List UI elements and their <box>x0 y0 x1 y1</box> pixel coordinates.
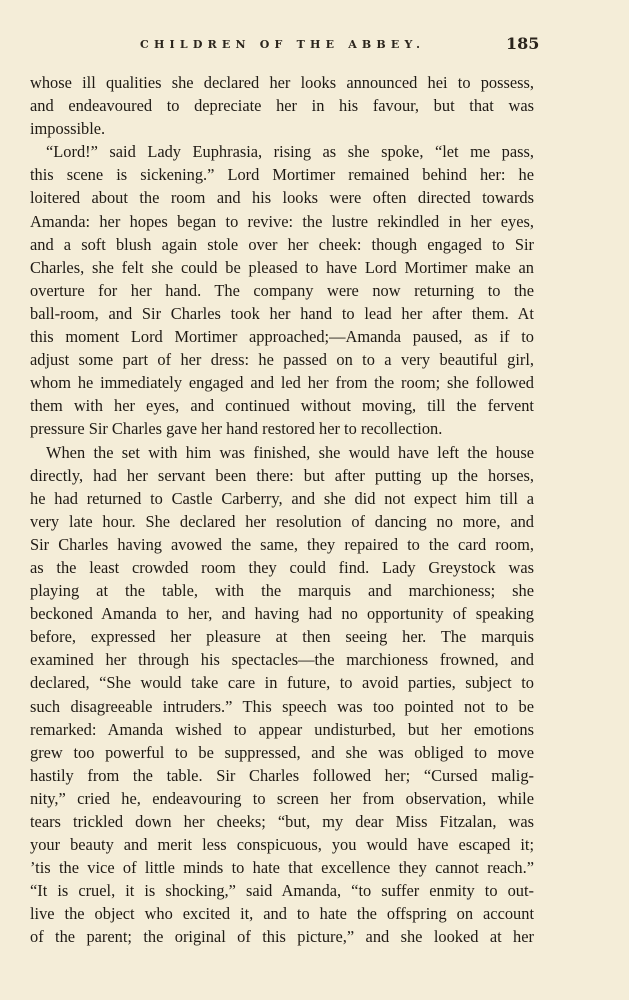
text-line: as the least crowded room they could find. Lady Greystock was <box>30 557 534 577</box>
text-line: of the parent; the original of this picture,” and she looked at her <box>30 927 534 947</box>
text-line: whose ill qualities she declared her looks announced hei to possess, <box>30 73 534 92</box>
text-line: When the set with him was finished, she would have left the house <box>46 442 534 462</box>
text-line: he had returned to Castle Carberry, and she did not expect him till a <box>30 488 534 508</box>
text-line: Charles, she felt she could be pleased to have Lord Mortimer make an <box>30 257 534 277</box>
text-line: adjust some part of her dress: he passed on to a very beautiful girl, <box>30 350 534 370</box>
text-line: Amanda: her hopes began to revive: the lustre rekindled in her eyes, <box>30 211 534 231</box>
text-line: pressure Sir Charles gave her hand restored her to recollection. <box>30 419 443 439</box>
text-line: remarked: Amanda wished to appear undisturbed, but her emotions <box>30 719 534 739</box>
text-line: loitered about the room and his looks were often directed towards <box>30 188 534 208</box>
text-line: your beauty and merit less conspicuous, you would have escaped it; <box>30 835 534 855</box>
text-line: “It is cruel, it is shocking,” said Amanda, “to suffer enmity to out- <box>30 881 534 901</box>
text-line: live the object who excited it, and to hate the offspring on account <box>30 904 534 924</box>
page-number: 185 <box>506 34 540 53</box>
text-line: tears trickled down her cheeks; “but, my dear Miss Fitzalan, was <box>30 812 534 831</box>
text-line: Sir Charles having avowed the same, they repaired to the card room, <box>30 534 534 554</box>
text-line: such disagreeable intruders.” This speech was too pointed not to be <box>30 696 534 716</box>
text-line: examined her through his spectacles—the marchioness frowned, and <box>30 650 534 670</box>
text-line: and a soft blush again stole over her cheek: though engaged to Sir <box>30 234 534 254</box>
text-line: ball-room, and Sir Charles took her hand to lead her after them. At <box>30 303 534 323</box>
text-line: grew too powerful to be suppressed, and she was obliged to move <box>30 742 534 762</box>
text-line: directly, had her servant been there: but after putting up the horses, <box>30 465 534 485</box>
text-line: whom he immediately engaged and led her from the room; she followed <box>30 373 534 393</box>
body-text <box>30 71 534 949</box>
text-line: nity,” cried he, endeavouring to screen her from observation, while <box>30 788 534 808</box>
text-line: hastily from the table. Sir Charles followed her; “Cursed malig- <box>30 765 534 785</box>
text-line: playing at the table, with the marquis and marchioness; she <box>30 581 534 601</box>
text-line: before, expressed her pleasure at then seeing her. The marquis <box>30 627 534 647</box>
text-line: “Lord!” said Lady Euphrasia, rising as she spoke, “let me pass, <box>46 142 534 162</box>
text-line: beckoned Amanda to her, and having had no opportunity of speaking <box>30 604 534 624</box>
text-line: overture for her hand. The company were now returning to the <box>30 280 534 300</box>
text-line: this scene is sickening.” Lord Mortimer remained behind her: he <box>30 165 534 185</box>
running-header <box>0 34 629 58</box>
text-line: ’tis the vice of little minds to hate that excellence they cannot reach.” <box>30 858 534 878</box>
text-line: very late hour. She declared her resolution of dancing no more, and <box>30 511 534 531</box>
text-line: impossible. <box>30 119 106 139</box>
text-line: them with her eyes, and continued without moving, till the fervent <box>30 396 534 416</box>
text-line: this moment Lord Mortimer approached;—Amanda paused, as if to <box>30 327 534 347</box>
text-line: and endeavoured to depreciate her in his favour, but that was <box>30 96 534 116</box>
running-title: CHILDREN OF THE ABBEY. <box>140 38 426 51</box>
text-line: declared, “She would take care in future, to avoid parties, subject to <box>30 673 534 693</box>
